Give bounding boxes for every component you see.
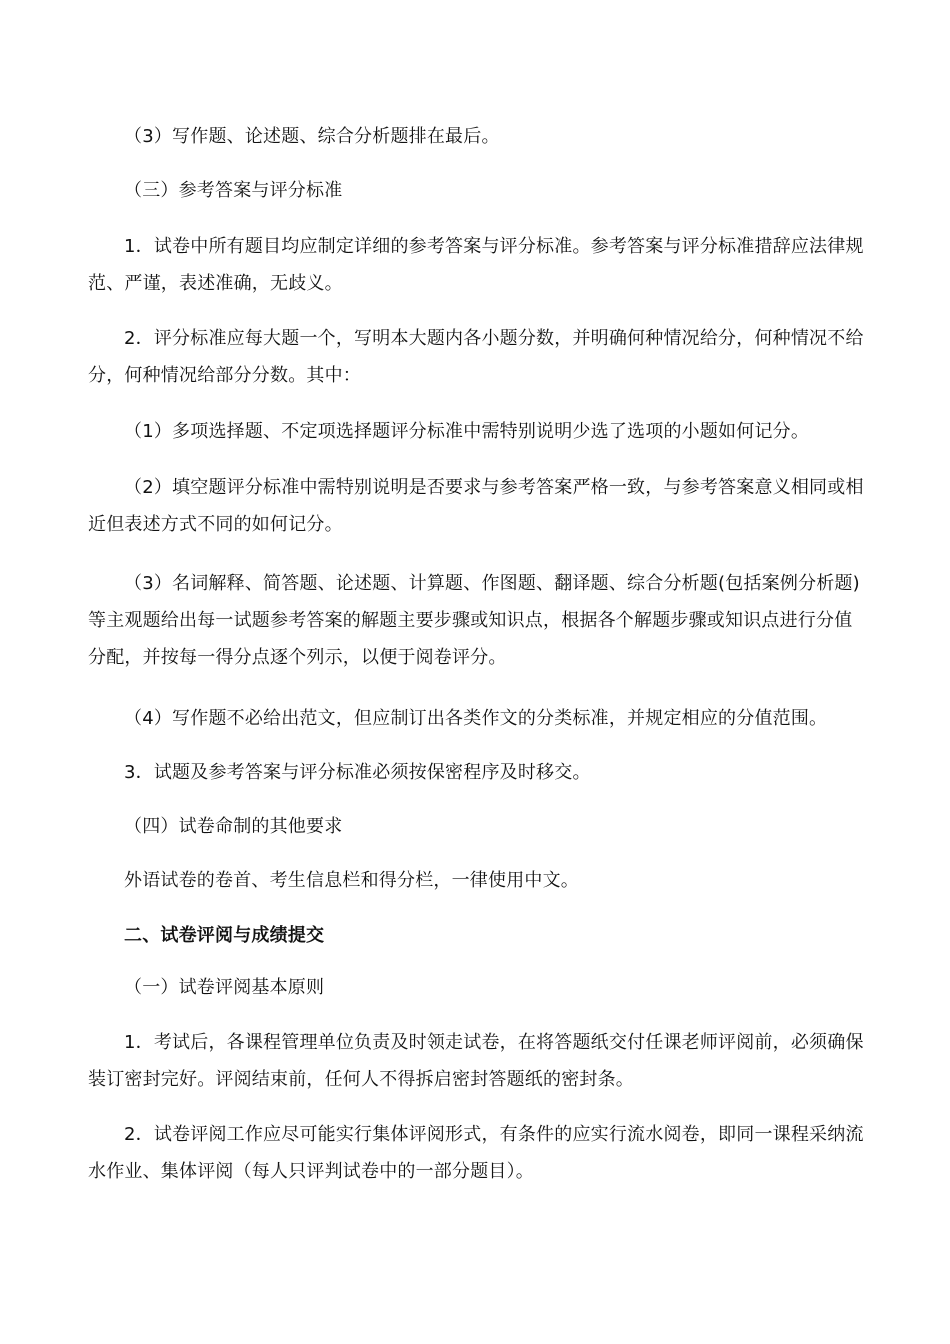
chapter-heading-grading-submission: 二、试卷评阅与成绩提交	[124, 925, 325, 946]
paragraph-collective-grading: 2．试卷评阅工作应尽可能实行集体评阅形式，有条件的应实行流水阅卷，即同一课程采纳流水作业、集体评阅（每人只评判试卷中的一部分题目）。	[88, 1124, 864, 1182]
paragraph-paper-collection: 1．考试后，各课程管理单位负责及时领走试卷，在将答题纸交付任课老师评阅前，必须确保装订密封完好。评阅结束前，任何人不得拆启密封答题纸的密封条。	[88, 1032, 864, 1090]
paragraph-scoring-standards: 2．评分标准应每大题一个，写明本大题内各小题分数，并明确何种情况给分，何种情况不给分，何种情况给部分分数。其中：	[88, 328, 864, 386]
paragraph-multiple-choice-scoring: （1）多项选择题、不定项选择题评分标准中需特别说明少选了选项的小题如何记分。	[124, 421, 810, 442]
paragraph-subjective-scoring: （3）名词解释、简答题、论述题、计算题、作图题、翻译题、综合分析题(包括案例分析题)等主观题给出每一试题参考答案的解题主要步骤或知识点，根据各个解题步骤或知识点进行分值分配，并按每一得分点逐个列示，以便于阅卷评分。	[88, 573, 860, 668]
section-heading-other-requirements: （四）试卷命制的其他要求	[124, 816, 343, 837]
section-heading-grading-principles: （一）试卷评阅基本原则	[124, 977, 325, 998]
paragraph-writing-scoring: （4）写作题不必给出范文，但应制订出各类作文的分类标准，并规定相应的分值范围。	[124, 708, 828, 729]
paragraph-fill-blank-scoring: （2）填空题评分标准中需特别说明是否要求与参考答案严格一致，与参考答案意义相同或相近但表述方式不同的如何记分。	[88, 477, 864, 535]
paragraph-confidential-transfer: 3．试题及参考答案与评分标准必须按保密程序及时移交。	[124, 762, 591, 783]
paragraph-writing-order: （3）写作题、论述题、综合分析题排在最后。	[124, 126, 500, 147]
paragraph-answer-requirements: 1．试卷中所有题目均应制定详细的参考答案与评分标准。参考答案与评分标准措辞应法律规范、严谨，表述准确，无歧义。	[88, 236, 864, 294]
section-heading-answers-standards: （三）参考答案与评分标准	[124, 180, 343, 201]
paragraph-foreign-language-papers: 外语试卷的卷首、考生信息栏和得分栏，一律使用中文。	[124, 870, 579, 891]
